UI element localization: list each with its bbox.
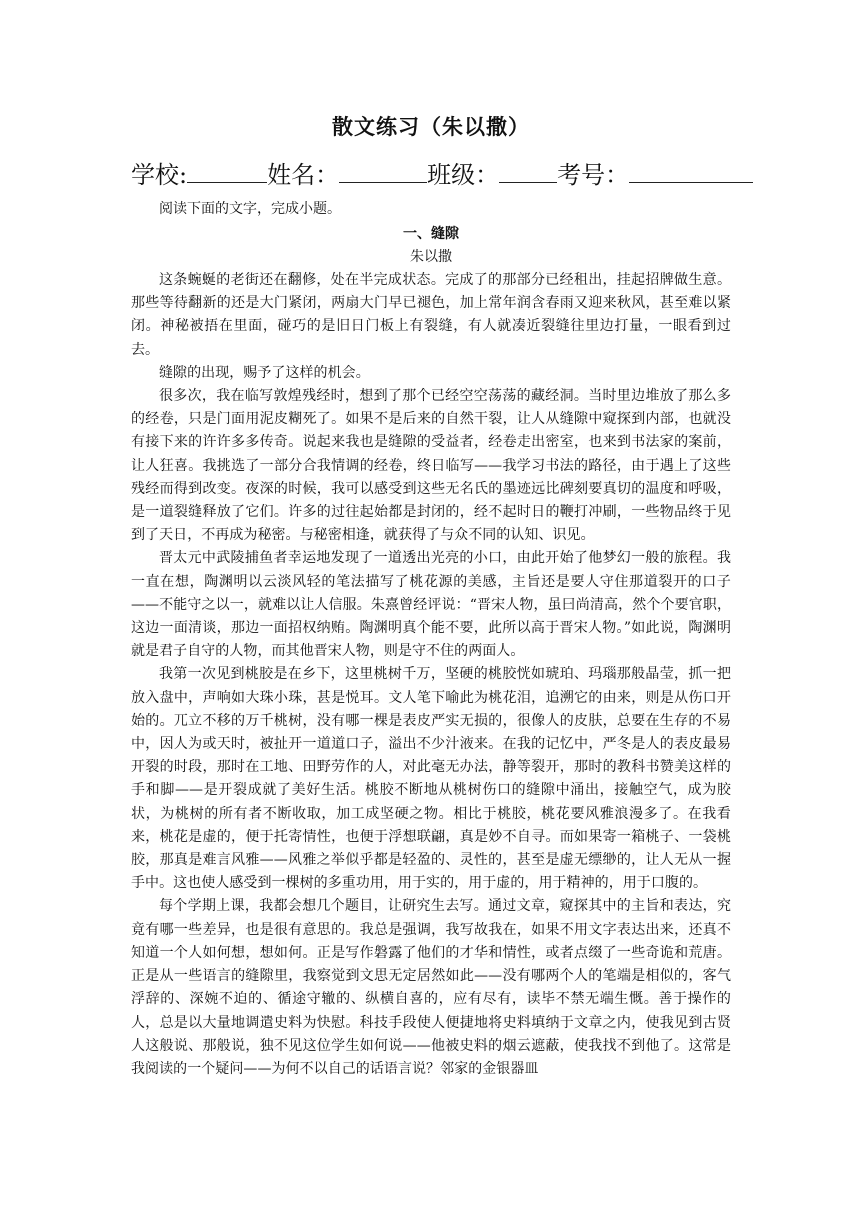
school-label: 学校:: [131, 161, 188, 189]
student-info-line: [131, 156, 731, 192]
paragraph: 这条蜿蜒的老街还在翻修，处在半完成状态。完成了的那部分已经租出，挂起招牌做生意。那些等待翻新的还是大门紧闭，两扇大门早已褪色，加上常年润含春雨又迎来秋风，甚至难以紧闭。神秘被捂在里面，碰巧的是旧日门板上有裂缝，有人就凑近裂缝往里边打量，一眼看到过去。: [131, 272, 731, 358]
school-blank: [187, 156, 267, 183]
author-name: 朱以撒: [410, 249, 452, 265]
name-label: 姓名：: [267, 161, 340, 189]
section-title: 一、缝隙: [403, 226, 459, 242]
exam-no-label: 考号：: [557, 161, 630, 189]
paragraph: 很多次，我在临写敦煌残经时，想到了那个已经空空荡荡的藏经洞。当时里边堆放了那么多的经卷，只是门面用泥皮糊死了。如果不是后来的自然干裂，让人从缝隙中窥探到内部，也就没有接下来的许许多多传奇。说起来我也是缝隙的受益者，经卷走出密室，也来到书法家的案前，让人狂喜。我挑选了一部分合我情调的经卷，终日临写——我学习书法的路径，由于遇上了这些残经而得到改变。夜深的时候，我可以感受到这些无名氏的墨迹远比碑刻要真切的温度和呼吸，是一道裂缝释放了它们。许多的过往起始都是封闭的，经不起时日的鞭打冲刷，一些物品终于见到了天日，不再成为秘密。与秘密相逢，就获得了与众不同的认知、识见。: [131, 388, 731, 544]
name-blank: [339, 156, 427, 183]
paragraph: 我第一次见到桃胶是在乡下，这里桃树千万，坚硬的桃胶恍如琥珀、玛瑙那般晶莹，抓一把放入盘中，声响如大珠小珠，甚是悦耳。文人笔下喻此为桃花泪，追溯它的由来，则是从伤口开始的。兀立不移的万千桃树，没有哪一棵是表皮严实无损的，很像人的皮肤，总要在生存的不易中，因人为或天时，被扯开一道道口子，溢出不少汁液来。在我的记忆中，严冬是人的表皮最易开裂的时段，那时在工地、田野劳作的人，对此毫无办法，静等裂开，那时的教科书赞美这样的手和脚——是开裂成就了美好生活。桃胶不断地从桃树伤口的缝隙中涌出，接触空气，成为胶状，为桃树的所有者不断收取，加工成坚硬之物。相比于桃胶，桃花要风雅浪漫多了。在我看来，桃花是虚的，便于托寄情性，也便于浮想联翩，真是妙不自寻。而如果寄一箱桃子、一袋桃胶，那真是难言风雅——风雅之举似乎都是轻盈的、灵性的，甚至是虚无缥缈的，让人无从一握手中。这也使人感受到一棵树的多重功用，用于实的，用于虚的，用于精神的，用于口腹的。: [131, 666, 731, 892]
paragraph: 缝隙的出现，赐予了这样的机会。: [159, 364, 370, 381]
paragraph: 每个学期上课，我都会想几个题目，让研究生去写。通过文章，窥探其中的主旨和表达，究竟有哪一些差异，也是很有意思的。我总是强调，我写故我在，如果不用文字表达出来，还真不知道一个人如何想，想如何。正是写作磐露了他们的才华和情性，或者点缀了一些奇诡和荒唐。正是从一些语言的缝隙里，我察觉到文思无定居然如此——没有哪两个人的笔端是相似的，客气浮辞的、深婉不迫的、循途守辙的、纵横自喜的，应有尽有，读毕不禁无端生慨。善于操作的人，总是以大量地调遣史料为快慰。科技手段使人便捷地将史料填纳于文章之内，使我见到古贤人这般说、那般说，独不见这位学生如何说——他被史料的烟云遮蔽，使我找不到他了。这常是我阅读的一个疑问——为何不以自己的话语言说？邻家的金银器皿: [131, 898, 731, 1077]
class-label: 班级：: [427, 161, 500, 189]
document-page: [131, 0, 731, 1081]
class-blank: [499, 156, 557, 183]
document-title: 散文练习（朱以撒）: [332, 114, 530, 139]
exam-no-blank: [629, 156, 753, 183]
paragraph: 晋太元中武陵捕鱼者幸运地发现了一道透出光亮的小口，由此开始了他梦幻一般的旅程。我一直在想，陶渊明以云淡风轻的笔法描写了桃花源的美感，主旨还是要人守住那道裂开的口子——不能守之以一，就难以让人信服。朱熹曾经评说：“晋宋人物，虽曰尚清高，然个个要官职，这边一面清谈，那边一面招权纳贿。陶渊明真个能不要，此所以高于晋宋人物。”如此说，陶渊明就是君子自守的人物，而其他晋宋人物，则是守不住的两面人。: [131, 550, 731, 660]
instruction-text: 阅读下面的文字，完成小题。: [159, 201, 341, 217]
